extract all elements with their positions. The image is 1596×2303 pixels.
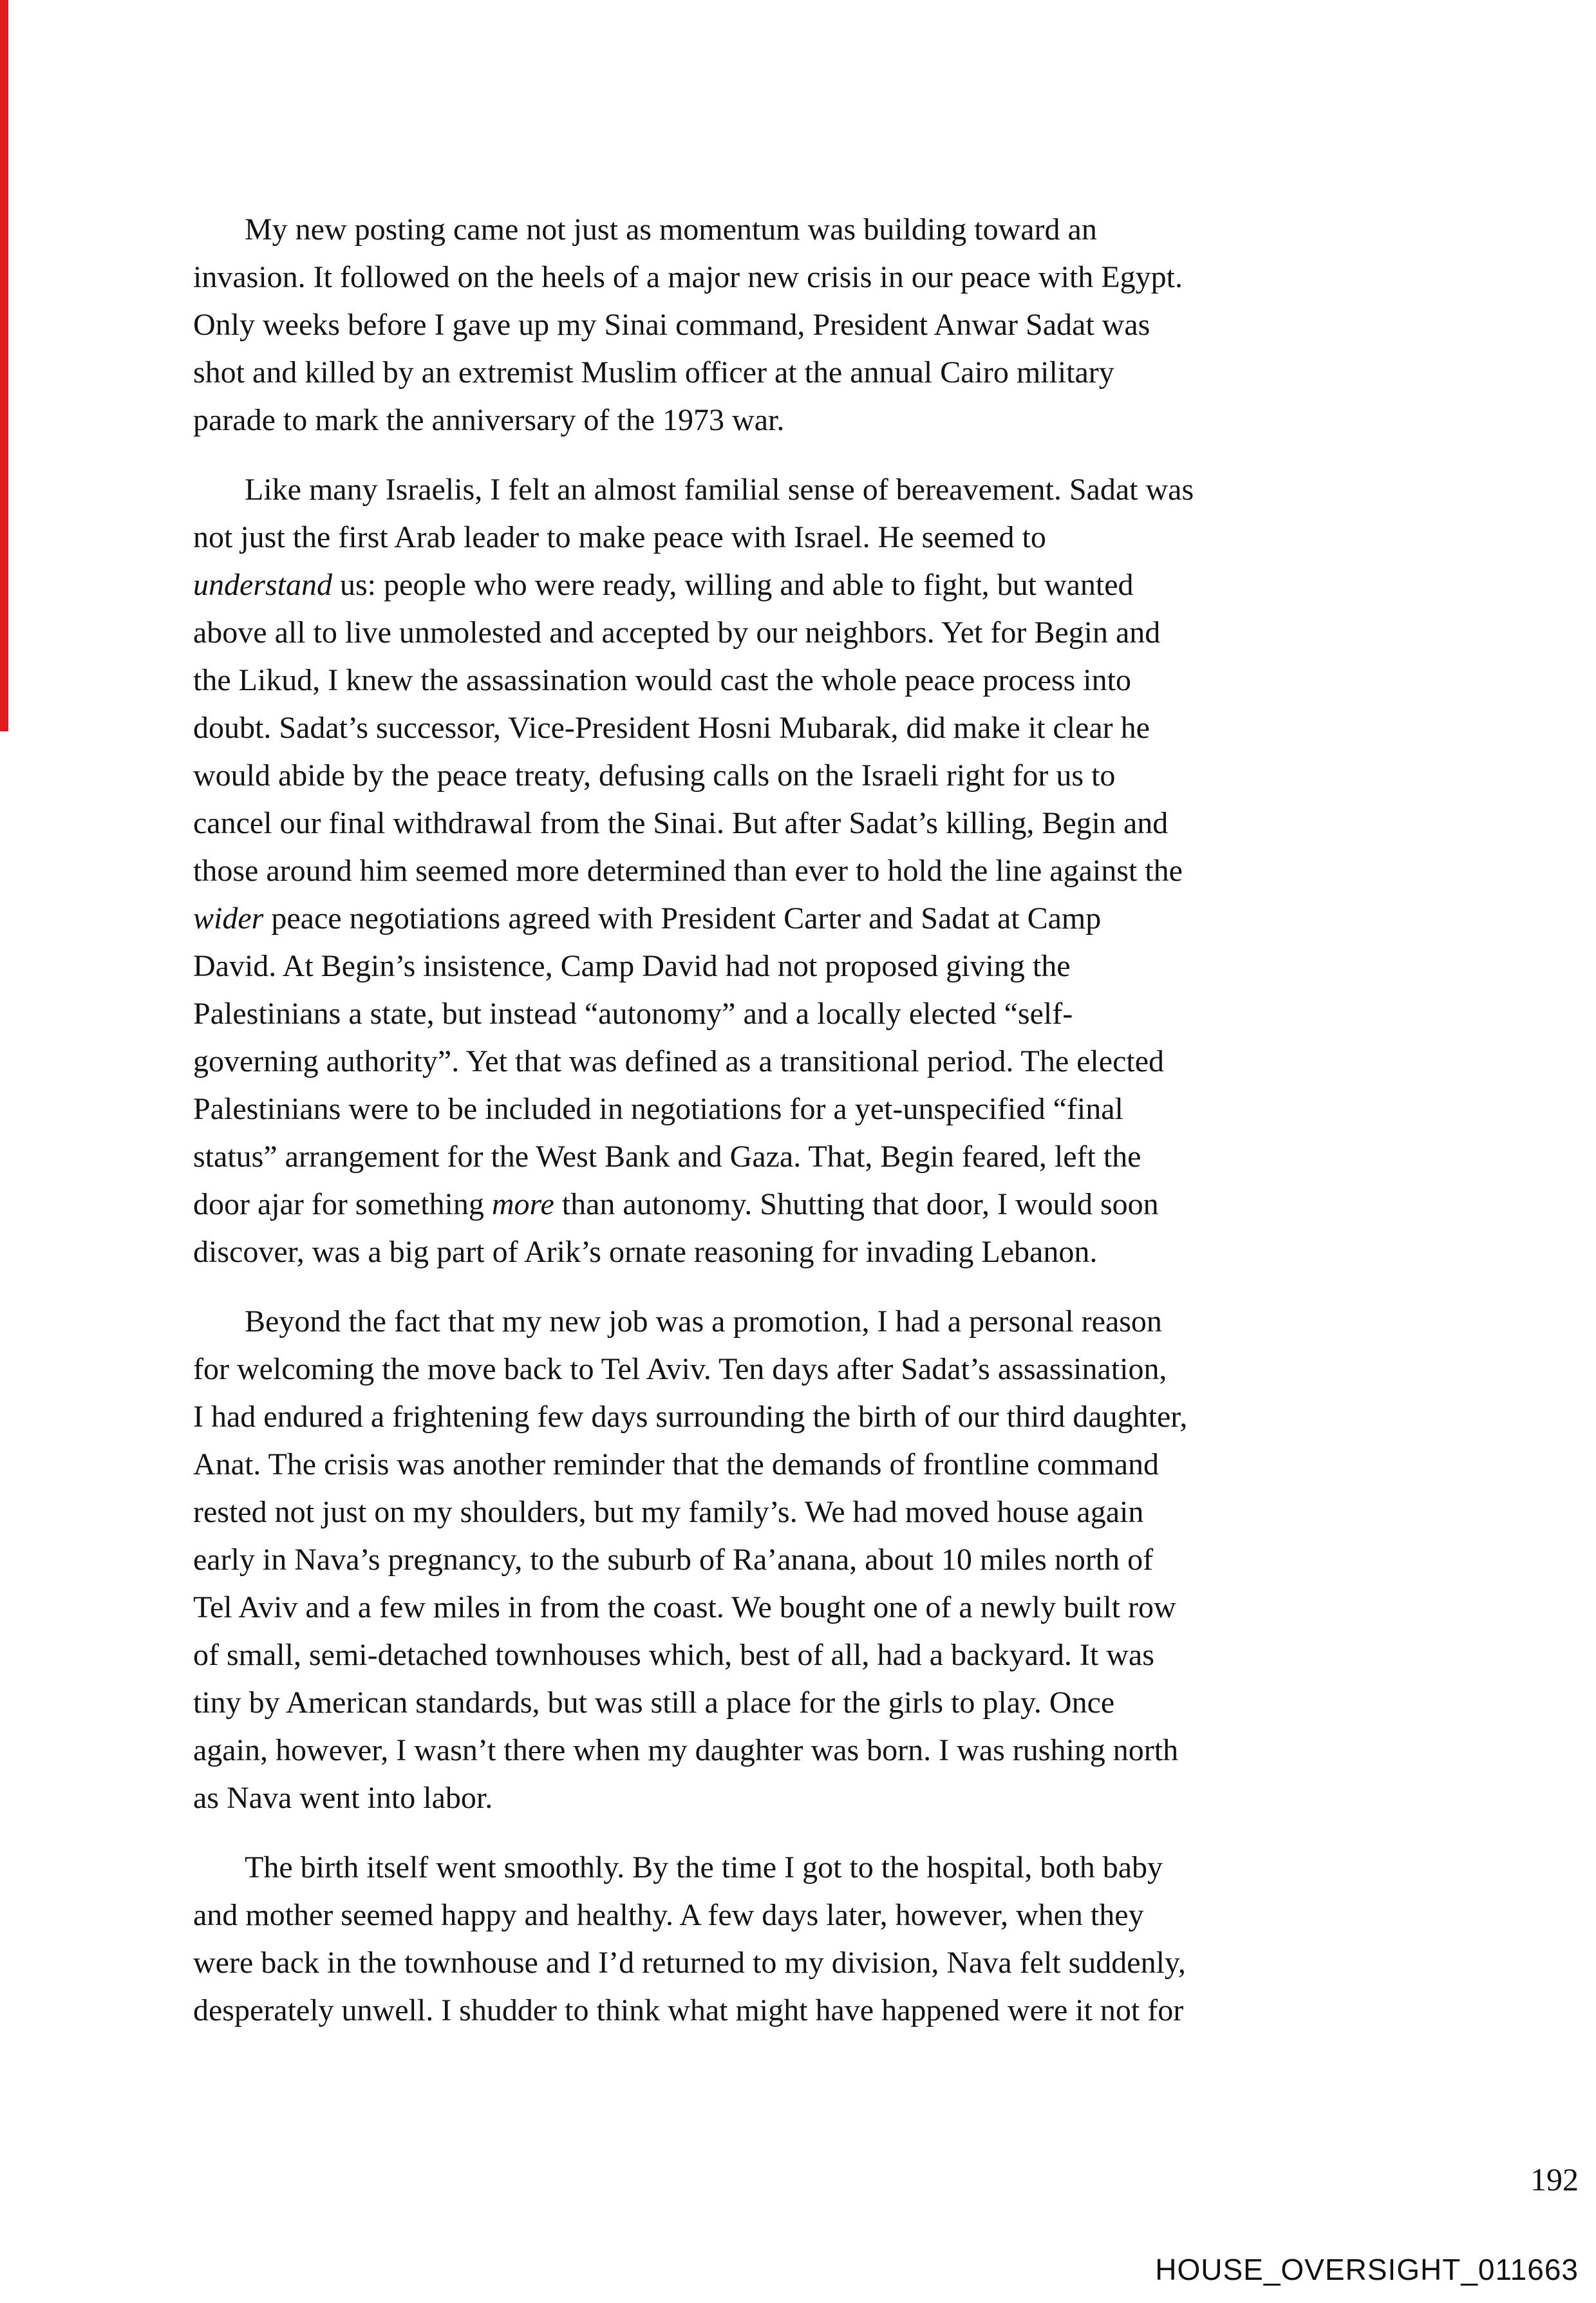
text-segment: Tel Aviv and a few miles in from the coast. We bought one of a newly built row [193, 1590, 1176, 1624]
text-segment: door ajar for something [193, 1187, 492, 1221]
text-line [193, 1774, 1426, 1822]
text-segment: not just the first Arab leader to make peace with Israel. He seemed to [193, 520, 1046, 554]
text-segment: rested not just on my shoulders, but my family’s. We had moved house again [193, 1495, 1144, 1529]
text-segment: were back in the townhouse and I’d returned to my division, Nava felt suddenly, [193, 1946, 1186, 1980]
text-line [193, 1181, 1426, 1228]
paragraph [193, 206, 1426, 444]
text-line [193, 1086, 1426, 1133]
text-line [193, 349, 1426, 397]
text-line [193, 1489, 1426, 1536]
text-line [193, 514, 1426, 561]
text-line [193, 657, 1426, 704]
text-segment: Palestinians were to be included in negotiations for a yet-unspecified “final [193, 1092, 1123, 1126]
text-segment: for welcoming the move back to Tel Aviv. Ten days after Sadat’s assassination, [193, 1352, 1167, 1386]
text-segment: of small, semi-detached townhouses which, best of all, had a backyard. It was [193, 1638, 1154, 1672]
text-segment: status” arrangement for the West Bank and Gaza. That, Begin feared, left the [193, 1140, 1141, 1174]
text-segment: Anat. The crisis was another reminder that the demands of frontline command [193, 1447, 1159, 1481]
text-segment: us: people who were ready, willing and able to fight, but wanted [332, 568, 1134, 602]
text-segment: shot and killed by an extremist Muslim officer at the annual Cairo military [193, 355, 1114, 390]
text-line [193, 943, 1426, 990]
text-segment: and mother seemed happy and healthy. A few days later, however, when they [193, 1898, 1144, 1932]
text-line [193, 1038, 1426, 1086]
text-line [193, 704, 1426, 752]
text-line [193, 800, 1426, 847]
text-line [193, 609, 1426, 657]
text-segment: Like many Israelis, I felt an almost familial sense of bereavement. Sadat was [245, 473, 1194, 507]
text-line [193, 1892, 1426, 1939]
italic-text: wider [193, 901, 264, 935]
text-line [193, 1727, 1426, 1774]
text-line [193, 1228, 1426, 1276]
text-line [193, 1298, 1426, 1346]
italic-text: understand [193, 568, 332, 602]
text-line [193, 561, 1426, 609]
text-segment: desperately unwell. I shudder to think what might have happened were it not for [193, 1993, 1184, 2027]
text-line [193, 1393, 1426, 1441]
text-line [193, 1441, 1426, 1489]
text-line [193, 990, 1426, 1038]
text-line [193, 397, 1426, 444]
scan-edge-artifact [0, 0, 8, 731]
text-line [193, 1987, 1426, 2035]
text-segment: Only weeks before I gave up my Sinai command, President Anwar Sadat was [193, 308, 1150, 342]
text-segment: would abide by the peace treaty, defusing calls on the Israeli right for us to [193, 758, 1116, 793]
text-segment: I had endured a frightening few days surrounding the birth of our third daughter, [193, 1400, 1188, 1434]
text-segment: Palestinians a state, but instead “autonomy” and a locally elected “self- [193, 997, 1073, 1031]
text-line [193, 466, 1426, 514]
text-segment: cancel our final withdrawal from the Sinai. But after Sadat’s killing, Begin and [193, 806, 1169, 840]
text-segment: governing authority”. Yet that was defined as a transitional period. The elected [193, 1044, 1165, 1078]
text-line [193, 1346, 1426, 1393]
text-line [193, 254, 1426, 301]
text-segment: My new posting came not just as momentum was building toward an [245, 212, 1097, 247]
text-segment: the Likud, I knew the assassination would cast the whole peace process into [193, 663, 1131, 697]
text-segment: David. At Begin’s insistence, Camp David had not proposed giving the [193, 949, 1071, 983]
italic-text: more [491, 1187, 554, 1221]
text-line [193, 1844, 1426, 1892]
page-number: 192 [1530, 2161, 1579, 2197]
text-segment: parade to mark the anniversary of the 1973 war. [193, 403, 785, 437]
paragraph [193, 1844, 1426, 2035]
text-line [193, 1536, 1426, 1584]
text-line [193, 752, 1426, 800]
text-segment: tiny by American standards, but was still a place for the girls to play. Once [193, 1686, 1115, 1720]
text-line [193, 301, 1426, 349]
text-segment: above all to live unmolested and accepted by our neighbors. Yet for Begin and [193, 616, 1161, 650]
paragraph [193, 466, 1426, 1276]
text-segment: as Nava went into labor. [193, 1781, 493, 1815]
text-segment: those around him seemed more determined than ever to hold the line against the [193, 854, 1183, 888]
text-line [193, 1631, 1426, 1679]
body-text [193, 206, 1426, 2035]
text-segment: doubt. Sadat’s successor, Vice-President Hosni Mubarak, did make it clear he [193, 711, 1150, 745]
paragraph [193, 1298, 1426, 1822]
bates-stamp: HOUSE_OVERSIGHT_011663 [1155, 2253, 1579, 2286]
text-line [193, 1939, 1426, 1987]
text-line [193, 1133, 1426, 1181]
text-segment: The birth itself went smoothly. By the time I got to the hospital, both baby [245, 1850, 1163, 1885]
text-segment: Beyond the fact that my new job was a promotion, I had a personal reason [245, 1304, 1162, 1339]
text-line [193, 847, 1426, 895]
text-segment: discover, was a big part of Arik’s ornate reasoning for invading Lebanon. [193, 1235, 1098, 1269]
text-segment: peace negotiations agreed with President Carter and Sadat at Camp [263, 901, 1102, 935]
text-segment: again, however, I wasn’t there when my daughter was born. I was rushing north [193, 1733, 1179, 1767]
text-line [193, 1679, 1426, 1727]
text-line [193, 206, 1426, 254]
text-segment: than autonomy. Shutting that door, I would soon [554, 1187, 1159, 1221]
text-line [193, 895, 1426, 943]
text-line [193, 1584, 1426, 1631]
text-segment: early in Nava’s pregnancy, to the suburb of Ra’anana, about 10 miles north of [193, 1543, 1154, 1577]
text-segment: invasion. It followed on the heels of a major new crisis in our peace with Egypt. [193, 260, 1183, 294]
